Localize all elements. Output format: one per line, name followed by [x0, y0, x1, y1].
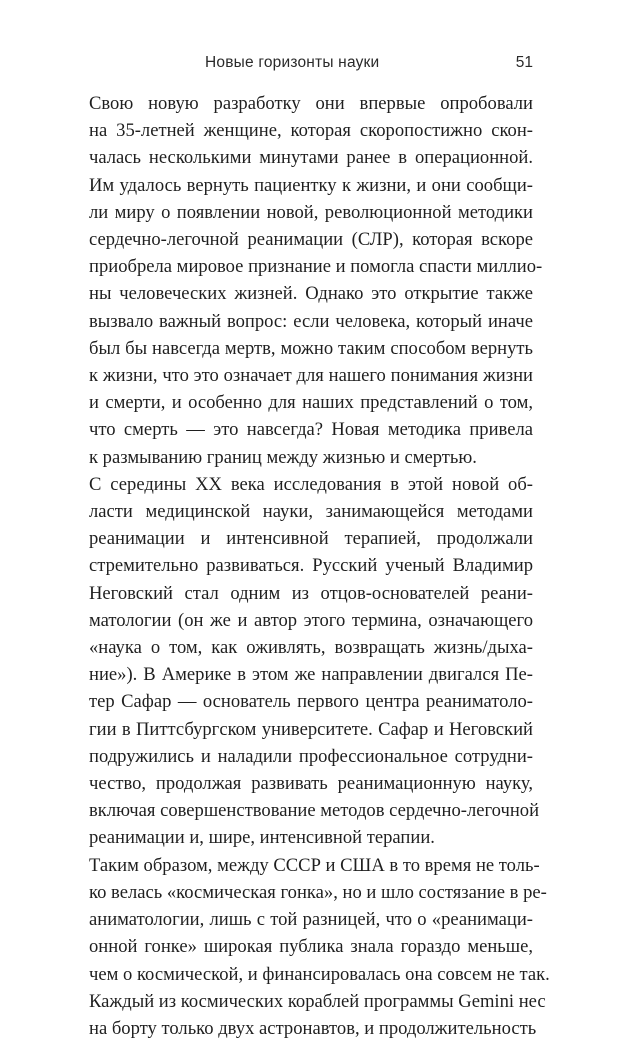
text-line: ны человеческих жизней. Однако это открытие также [89, 283, 533, 305]
text-line: Свою новую разработку они впервые опробовали [89, 93, 533, 114]
text-line: ко велась «космическая гонка», но и шло состязание в ре- [89, 881, 547, 903]
running-title: Новые горизонты науки [205, 54, 380, 71]
text-line: «наука о том, как оживлять, возвращать жизнь/дыха- [89, 637, 533, 659]
text-line: вызвало важный вопрос: если человека, который иначе [89, 310, 533, 332]
text-line: подружились и наладили профессиональное сотрудни- [89, 745, 533, 767]
page-number: 51 [515, 54, 533, 71]
text-line: и смерти, и особенно для наших представлений о том, [89, 392, 533, 414]
text-line: к размыванию границ между жизнью и смертью. [89, 446, 477, 468]
text-line: включая совершенствование методов сердечно-легочной [89, 800, 540, 822]
paragraph [65, 90, 543, 471]
text-line: онной гонке» широкая публика знала гораздо меньше, [89, 936, 533, 958]
text-line: на борту только двух астронавтов, и продолжительность [89, 1017, 537, 1039]
text-line: реанимации и интенсивной терапией, продолжали [89, 528, 533, 550]
text-line: Им удалось вернуть пациентку к жизни, и они сообщи- [89, 174, 533, 196]
text-line: аниматологии, лишь с той разницей, что о «реанимаци- [89, 909, 533, 931]
paragraph [65, 471, 540, 852]
text-line: гии в Питтсбургском университете. Сафар и Неговский [89, 718, 533, 740]
text-line: Каждый из космических кораблей программы Gemini нес [89, 990, 546, 1012]
text-line: Таким образом, между СССР и США в то время не толь- [89, 854, 540, 876]
text-line: Неговский стал одним из отцов-основателей реани- [89, 582, 533, 604]
text-line: был бы навсегда мертв, можно таким способом вернуть [89, 337, 533, 359]
text-line: приобрела мировое признание и помогла спасти миллио- [89, 256, 543, 278]
text-line: ние»). В Америке в этом же направлении двигался Пе- [89, 664, 533, 686]
body-text [65, 90, 550, 1042]
text-line: стремительно развиваться. Русский ученый Владимир [89, 555, 533, 577]
text-line: на 35-летней женщине, которая скоропостижно скон- [89, 120, 533, 142]
text-line: тер Сафар — основатель первого центра реаниматоло- [89, 691, 533, 713]
text-line: ласти медицинской науки, занимающейся методами [89, 501, 533, 523]
text-line: матологии (он же и автор этого термина, означающего [89, 609, 533, 631]
text-line: чество, продолжая развивать реанимационную науку, [89, 773, 533, 795]
text-line: что смерть — это навсегда? Новая методика привела [89, 419, 533, 441]
text-line: ли миру о появлении новой, революционной методики [89, 201, 533, 223]
text-line: реанимации и, шире, интенсивной терапии. [89, 827, 435, 849]
paragraph [65, 852, 550, 1042]
text-line: сердечно-легочной реанимации (СЛР), которая вскоре [89, 229, 533, 251]
text-line: к жизни, что это означает для нашего понимания жизни [89, 365, 533, 387]
text-line: С середины XX века исследования в этой новой об- [89, 473, 533, 495]
page-header [65, 50, 533, 78]
text-line: чем о космической, и финансировалась она совсем не так. [89, 963, 550, 985]
text-line: чалась несколькими минутами ранее в операционной. [89, 147, 533, 169]
